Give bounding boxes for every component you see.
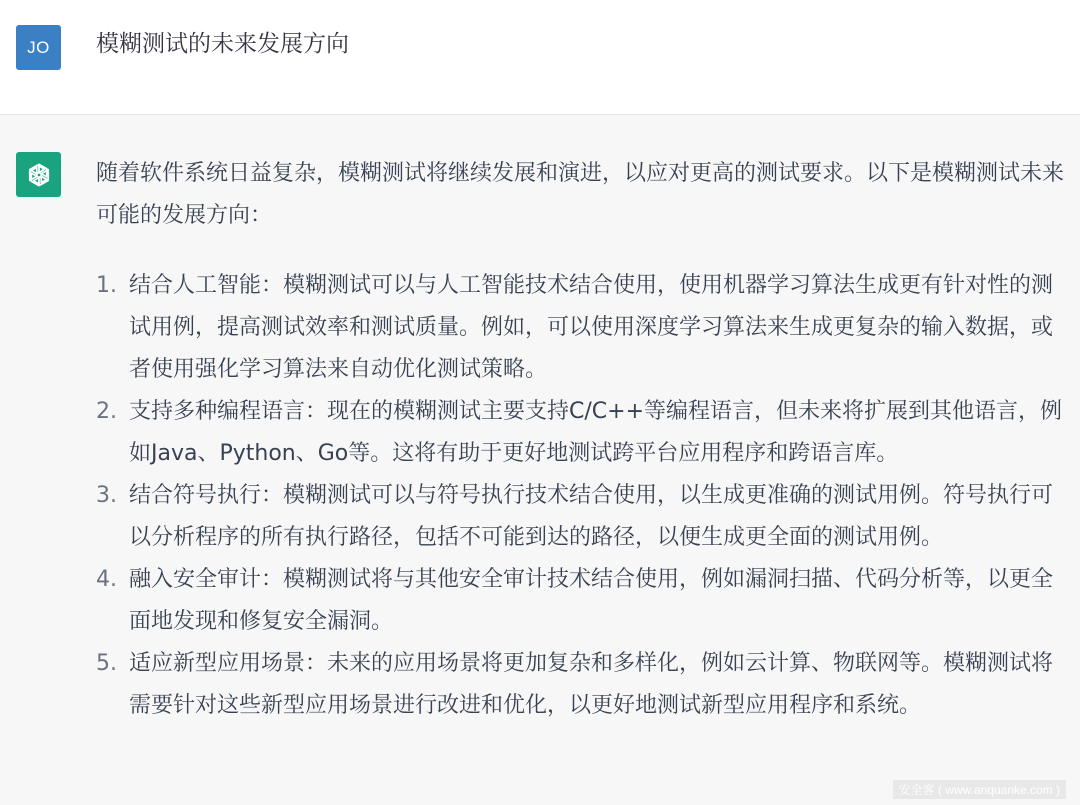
openai-logo-icon (24, 160, 54, 190)
points-list (96, 265, 1071, 727)
assistant-intro: 随着软件系统日益复杂，模糊测试将继续发展和演进，以应对更高的测试要求。以下是模糊测试未来可能的发展方向： (96, 161, 1065, 228)
user-avatar-initials: JO (27, 37, 50, 57)
watermark: 安全客 ( www.anquanke.com ) (893, 780, 1066, 799)
assistant-message-content (96, 153, 1071, 727)
user-message-text: 模糊测试的未来发展方向 (96, 31, 349, 57)
assistant-avatar (16, 152, 61, 197)
user-message-row (0, 0, 1080, 115)
list-item-number: 4. (96, 567, 117, 592)
list-item-text: 结合符号执行：模糊测试可以与符号执行技术结合使用，以生成更准确的测试用例。符号执行可以分析程序的所有执行路径，包括不可能到达的路径，以便生成更全面的测试用例。 (129, 483, 1054, 550)
list-item-text: 支持多种编程语言：现在的模糊测试主要支持C/C++等编程语言，但未来将扩展到其他语言，例如Java、Python、Go等。这将有助于更好地测试跨平台应用程序和跨语言库。 (129, 399, 1063, 466)
user-avatar (16, 25, 61, 70)
list-item (96, 265, 1071, 391)
list-item-number: 1. (96, 273, 117, 298)
list-item (96, 559, 1071, 643)
list-item (96, 475, 1071, 559)
list-item (96, 391, 1071, 475)
list-item (96, 643, 1071, 727)
list-item-number: 2. (96, 399, 117, 424)
list-item-text: 结合人工智能：模糊测试可以与人工智能技术结合使用，使用机器学习算法生成更有针对性的测试用例，提高测试效率和测试质量。例如，可以使用深度学习算法来生成更复杂的输入数据，或者使用强化学习算法来自动优化测试策略。 (129, 273, 1054, 382)
list-item-number: 5. (96, 651, 117, 676)
assistant-message-row (0, 115, 1080, 805)
list-item-text: 适应新型应用场景：未来的应用场景将更加复杂和多样化，例如云计算、物联网等。模糊测试将需要针对这些新型应用场景进行改进和优化，以更好地测试新型应用程序和系统。 (129, 651, 1054, 718)
list-item-number: 3. (96, 483, 117, 508)
list-item-text: 融入安全审计：模糊测试将与其他安全审计技术结合使用，例如漏洞扫描、代码分析等，以更全面地发现和修复安全漏洞。 (129, 567, 1054, 634)
